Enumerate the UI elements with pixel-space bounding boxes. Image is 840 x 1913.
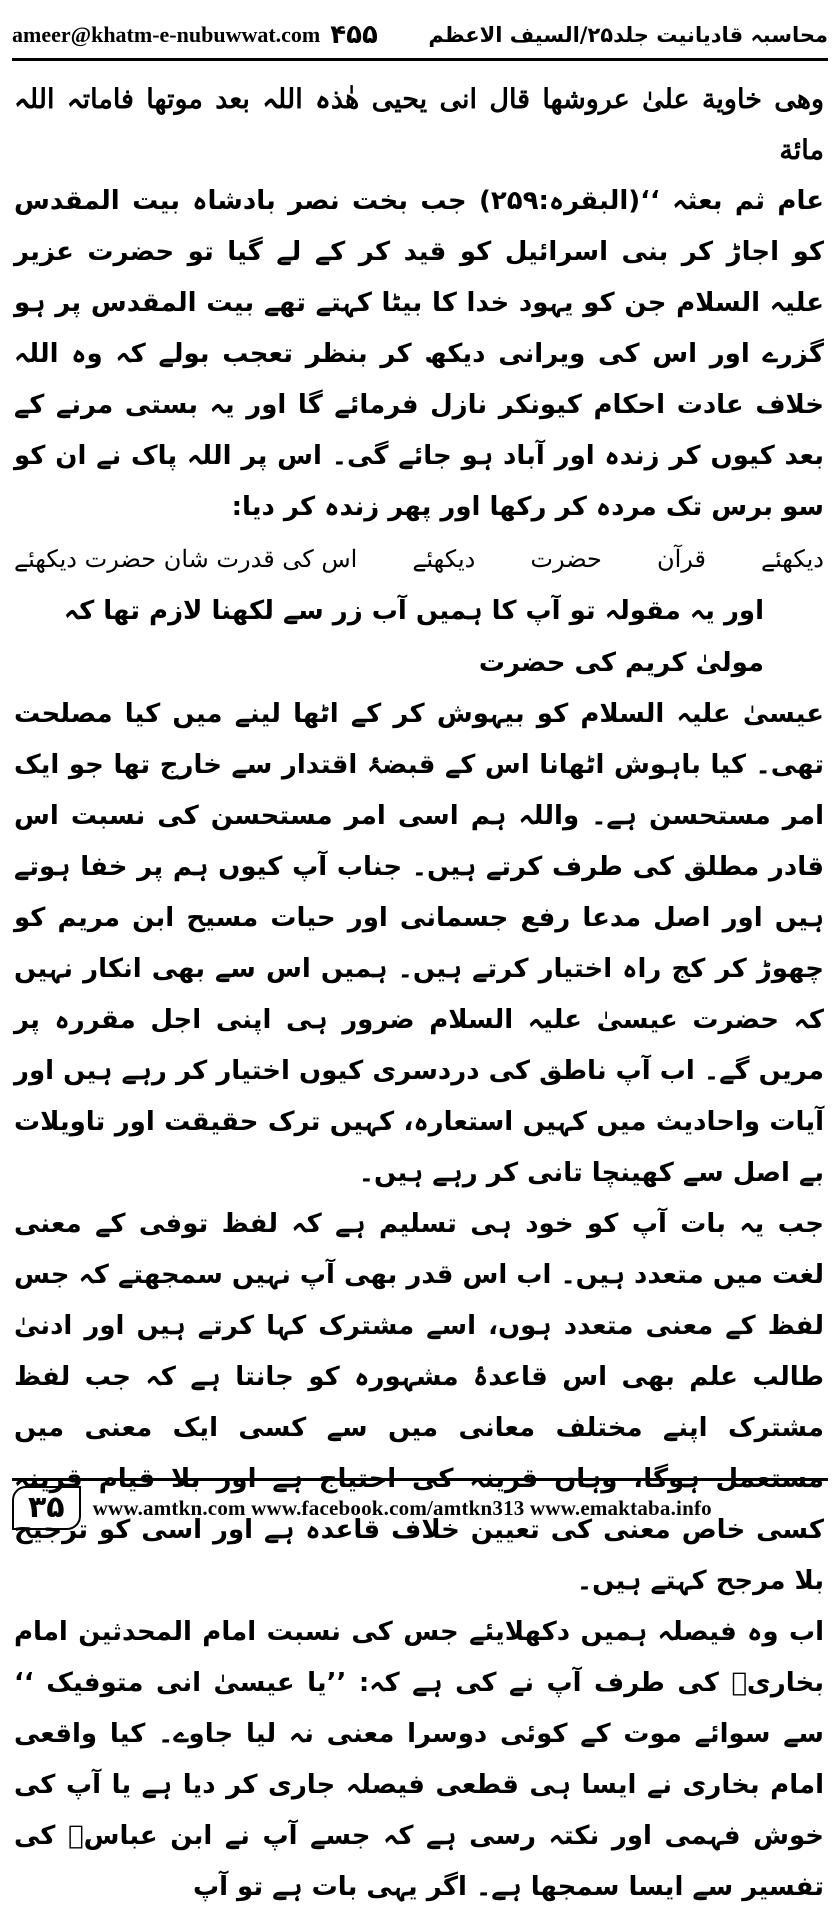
poem-word: دیکھئے [412,545,476,573]
poem-word: قرآن [656,545,706,573]
header-title: محاسبہ قادیانیت جلد۲۵/السیف الاعظم [428,23,828,47]
header-page-marker: ۴۵۵ [330,20,378,50]
poem-line [14,533,824,585]
header-email[interactable]: ameer@khatm-e-nubuwwat.com [12,22,321,47]
paragraph-arabic-verse: وھی خاویة علیٰ عروشھا قال انی یحیی ھٰذہ اللہ بعد موتھا فاماتہ اللہ مائة [14,84,824,166]
poem-word: اس کی قدرت شان حضرت دیکھئے [14,545,358,573]
header-left [12,20,378,50]
poem-word: دیکھئے [761,545,824,573]
paragraph-4: اب وہ فیصلہ ہمیں دکھلایئے جس کی نسبت امام المحدثین امام بخاریؒ کی طرف آپ نے کی ہے کہ: ’’یا عیسیٰ انی متوفیک ‘‘ سے سوائے موت کے کوئی دوسرا معنی نہ لیا جاوے۔ کیا واقعی امام بخاری نے ایسا ہی قطعی فیصلہ جاری کر دیا ہے یا آپ کی خوش فہمی اور نکتہ رسی ہے کہ جسے آپ نے ابن عباسؓ کی تفسیر سے ایسا سمجھا ہے۔ اگر یہی بات ہے تو آپ [14,1617,824,1902]
poem-word: حضرت [530,545,602,573]
page-footer [12,1478,828,1535]
paragraph-1: عام ثم بعثہ ‘‘(البقرہ:۲۵۹) جب بخت نصر بادشاہ بیت المقدس کو اجاڑ کر بنی اسرائیل کو قید کر کے لے گیا تو حضرت عزیر علیہ السلام جن کو یہود خدا کا بیٹا کہتے تھے بیت المقدس پر ہو گزرے اور اس کی ویرانی دیکھ کر بنظر تعجب بولے کہ وہ اللہ خلاف عادت احکام کیونکر نازل فرمائے گا اور یہ بستی مرنے کے بعد کیوں کر زندہ اور آباد ہو جائے گی۔ اس پر اللہ پاک نے ان کو سو برس تک مردہ کر رکھا اور پھر زندہ کر دیا: [14,186,824,522]
footer-links[interactable]: www.amtkn.com www.facebook.com/amtkn313 www.emaktaba.info [92,1495,712,1520]
page-header [12,12,828,61]
page-number: ۳۵ [12,1486,81,1530]
paragraph-2-start: اور یہ مقولہ تو آپ کا ہمیں آب زر سے لکھنا لازم تھا کہ مولیٰ کریم کی حضرت [63,596,764,678]
paragraph-3: جب یہ بات آپ کو خود ہی تسلیم ہے کہ لفظ توفی کے معنی لغت میں متعدد ہیں۔ اب اس قدر بھی آپ نہیں سمجھتے کہ جس لفظ کے معنی متعدد ہوں، اسے مشترک کہا کرتے ہیں اور ادنیٰ طالب علم بھی اس قاعدۂ مشہورہ کو جانتا ہے کہ جب لفظ مشترک اپنے مختلف معانی میں سے کسی ایک معنی میں مستعمل ہوگا، وہاں قرینہ کی احتیاج ہے اور بلا قیام قرینہ کسی خاص معنی کی تعیین خلاف قاعدہ ہے اور اسی کو ترجیح بلا مرجح کہتے ہیں۔ [14,1209,824,1596]
paragraph-2: عیسیٰ علیہ السلام کو بیہوش کر کے اٹھا لینے میں کیا مصلحت تھی۔ کیا باہوش اٹھانا اس کے قبضۂ اقتدار سے خارج تھا جو ایک امر مستحسن ہے۔ واللہ ہم اسی امر مستحسن کی نسبت اس قادر مطلق کی طرف کرتے ہیں۔ جناب آپ کیوں ہم پر خفا ہوتے ہیں اور اصل مدعا رفع جسمانی اور حیات مسیح ابن مریم کو چھوڑ کر کج راہ اختیار کرتے ہیں۔ ہمیں اس سے بھی انکار نہیں کہ حضرت عیسیٰ علیہ السلام ضرور ہی اپنی اجل مقررہ پر مریں گے۔ اب آپ ناطق کی دردسری کیوں اختیار کر رہے ہیں اور آیات واحادیث میں کہیں استعارہ، کہیں ترک حقیقت اور تاویلات بے اصل سے کھینچا تانی کر رہے ہیں۔ [14,699,824,1188]
